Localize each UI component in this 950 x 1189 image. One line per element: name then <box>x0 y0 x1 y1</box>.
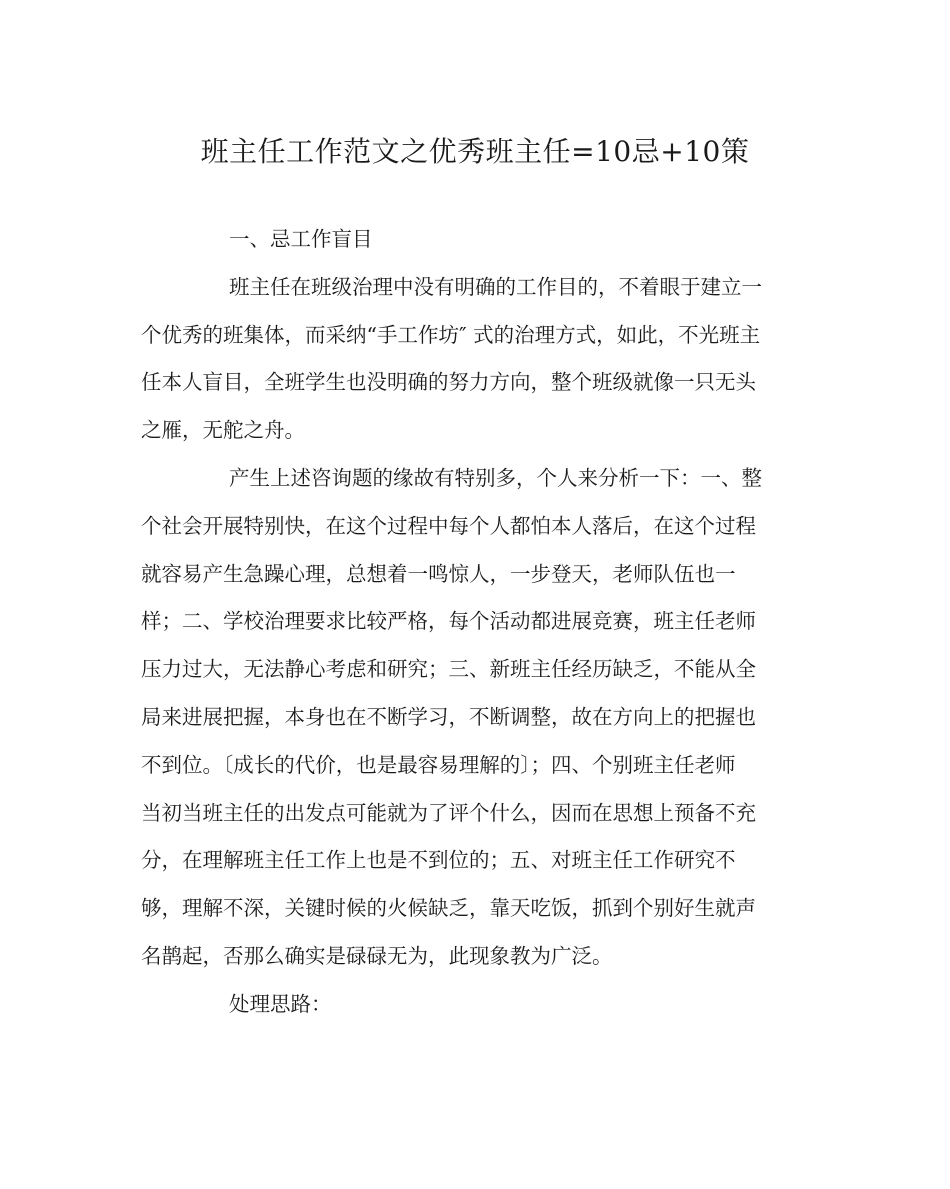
text-line: 压力过大，无法静心考虑和研究；三、新班主任经历缺乏，不能从全 <box>141 657 756 682</box>
text-line: 分，在理解班主任工作上也是不到位的；五、对班主任工作研究不 <box>141 848 736 873</box>
paragraph <box>141 264 805 455</box>
text-line: 就容易产生急躁心理，总想着一鸣惊人，一步登天，老师队伍也一 <box>141 561 736 586</box>
text-line: 班主任在班级治理中没有明确的工作目的，不着眼于建立一 <box>229 274 762 299</box>
text-line: 一、忌工作盲目 <box>229 227 373 251</box>
document-body <box>141 216 805 1029</box>
text-line: 不到位。〔成长的代价，也是最容易理解的〕；四、个别班主任老师 <box>141 752 736 777</box>
text-line: 名鹊起，否那么确实是碌碌无为，此现象教为广泛。 <box>141 943 613 968</box>
text-line: 处理思路： <box>229 991 332 1016</box>
text-line: 任本人盲目，全班学生也没明确的努力方向，整个班级就像一只无头 <box>141 370 756 395</box>
text-line: 当初当班主任的出发点可能就为了评个什么，因而在思想上预备不充 <box>141 800 756 825</box>
text-line: 够，理解不深，关键时候的火候缺乏，靠天吃饭，抓到个别好生就声 <box>141 896 756 921</box>
text-line: 产生上述咨询题的缘故有特别多，个人来分析一下：一、整 <box>229 465 762 490</box>
document-title: 班主任工作范文之优秀班主任=10忌+10策 <box>200 135 750 168</box>
text-line: 局来进展把握，本身也在不断学习，不断调整，故在方向上的把握也 <box>141 704 756 729</box>
text-line: 个社会开展特别快，在这个过程中每个人都怕本人落后，在这个过程 <box>141 513 756 538</box>
text-line: 样；二、学校治理要求比较严格，每个活动都进展竞赛，班主任老师 <box>141 609 756 634</box>
section-heading <box>141 216 805 264</box>
text-line: 之雁，无舵之舟。 <box>141 418 305 443</box>
section-heading <box>141 981 805 1029</box>
text-line: 个优秀的班集体，而采纳“手工作坊″ 式的治理方式，如此，不光班主 <box>141 322 761 347</box>
paragraph <box>141 455 805 981</box>
